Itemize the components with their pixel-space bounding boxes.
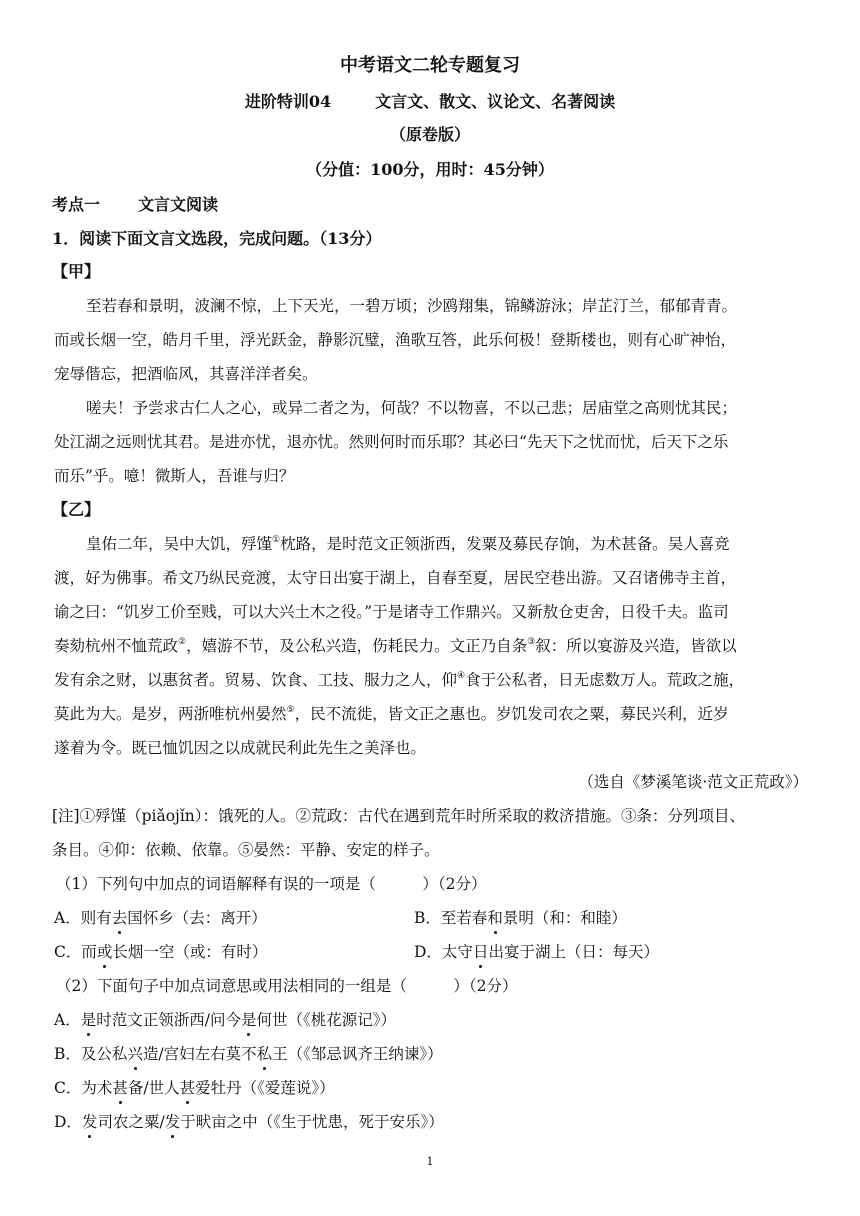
dotted-char: 兴 — [127, 1045, 143, 1063]
passage-jia-line: 至若春和景明，波澜不惊，上下天光，一碧万顷；沙鸥翔集，锦鳞游泳；岸芷汀兰，郁郁青青。 — [86, 297, 738, 315]
passage-jia-line: 而或长烟一空，皓月千里，浮光跃金，静影沉璧，渔歌互答，此乐何极！登斯楼也，则有心旷神怡， — [54, 331, 737, 349]
passage-yi-line: 遂着为令。既已恤饥因之以成就民利此先生之美泽也。 — [54, 739, 427, 757]
dotted-char: 甚 — [112, 1079, 128, 1097]
footnote-line: [注]①殍馑（piǎojǐn）：饿死的人。②荒政：古代在遇到荒年时所采取的救济措施。③条：分列项目、 — [52, 807, 746, 825]
passage-yi-line: 发有余之财，以惠贫者。贸易、饮食、工技、服力之人，仰④食于公私者，日无虑数万人。荒政之施， — [54, 671, 745, 689]
section-title: 文言文阅读 — [138, 195, 219, 214]
footnote-line: 条目。④仰：依赖、依靠。⑤晏然：平静、安定的样子。 — [52, 841, 440, 859]
dotted-char: 发 — [81, 1113, 98, 1131]
dotted-char: 和 — [487, 909, 503, 927]
sub2-option-b: B．及公私兴造/宫妇左右莫不私王（《邹忌讽齐王纳谏》） — [54, 1045, 443, 1063]
dotted-char: 甚 — [179, 1079, 196, 1097]
passage-yi-line: 奏劾杭州不恤荒政②，嬉游不节，及公私兴造，伤耗民力。文正乃自条③叙：所以宴游及兴造，皆欲以 — [54, 637, 737, 655]
score-time-label: （分值：100分，用时：45分钟） — [306, 160, 554, 179]
passage-jia-line: 宠辱偕忘，把酒临风，其喜洋洋者矣。 — [54, 365, 318, 383]
passage-jia-line: 嗟夫！予尝求古仁人之心，或异二者之为，何哉？不以物喜，不以己悲；居庙堂之高则忧其民； — [86, 399, 738, 417]
passage-yi-line: 莫此为大。是岁，两浙唯杭州晏然⑤，民不流徙，皆文正之惠也。岁饥发司农之粟，募民兴利，近岁 — [54, 705, 729, 723]
document-title: 中考语文二轮专题复习 — [340, 55, 520, 76]
document-subtitle — [0, 92, 860, 112]
passage-yi-line: 渡，好为佛事。希文乃纵民竞渡，太守日出宴于湖上，自春至夏，居民空巷出游。又召诸佛寺主首， — [54, 569, 737, 587]
footnote-mark: ③ — [527, 637, 536, 647]
footnote-mark: ⑤ — [286, 705, 295, 715]
sub1-option-c: C．而或长烟一空（或：有时） — [54, 943, 268, 961]
sub1-option-a: A．则有去国怀乡（去：离开） — [54, 909, 267, 927]
page-number: 1 — [426, 1155, 434, 1168]
dotted-char: 日 — [472, 943, 489, 961]
sub2-option-d: D．发司农之粟/发于畎亩之中（《生于忧患，死于安乐》） — [54, 1113, 444, 1131]
footnote-mark: ① — [272, 535, 281, 545]
passage-yi-label: 【乙】 — [52, 500, 101, 519]
sub2-option-c: C．为术甚备/世人甚爱牡丹（《爱莲说》） — [54, 1079, 335, 1097]
sub-question-2-stem: （2）下面句子中加点词意思或用法相同的一组是（ ）（2分） — [56, 977, 518, 995]
dotted-char: 是 — [80, 1011, 97, 1029]
section-label: 考点一 — [52, 195, 101, 214]
passage-source: （选自《梦溪笔谈·范文正荒政》） — [578, 773, 808, 791]
dotted-char: 是 — [240, 1011, 257, 1029]
sub1-option-b: B．至若春和景明（和：和睦） — [414, 909, 627, 927]
sub2-option-a: A．是时范文正领浙西/问今是何世（《桃花源记》） — [54, 1011, 396, 1029]
section-heading — [52, 195, 218, 215]
footnote-mark: ② — [178, 637, 187, 647]
passage-jia-line: 而乐”乎。噫！微斯人，吾谁与归？ — [54, 467, 295, 485]
sub1-option-d: D．太守日出宴于湖上（日：每天） — [414, 943, 659, 961]
dotted-char: 去 — [111, 909, 128, 927]
footnote-mark: ④ — [457, 671, 466, 681]
passage-yi-line: 皇佑二年，吴中大饥，殍馑①枕路，是时范文正领浙西，发粟及募民存饷，为术甚备。吴人喜竞 — [86, 535, 730, 553]
dotted-char: 发 — [164, 1113, 181, 1131]
sub-question-1-stem: （1）下列句中加点的词语解释有误的一项是（ ）（2分） — [56, 875, 487, 893]
passage-yi-line: 谕之曰：“饥岁工价至贱，可以大兴土木之役。”于是诸寺工作鼎兴。又新敖仓吏舍，日役千夫。监司 — [54, 603, 729, 621]
dotted-char: 或 — [96, 943, 113, 961]
subtitle-label: 进阶特训04 — [244, 92, 332, 111]
edition-label: （原卷版） — [389, 125, 470, 144]
question-1-stem: 1．阅读下面文言文选段，完成问题。（13分） — [52, 229, 382, 248]
passage-jia-label: 【甲】 — [52, 262, 101, 281]
dotted-char: 私 — [256, 1045, 273, 1063]
passage-jia-line: 处江湖之远则忧其君。是进亦忧，退亦忧。然则何时而乐耶？其必曰“先天下之忧而忧，后天下之乐 — [54, 433, 729, 451]
subtitle-topic: 文言文、散文、议论文、名著阅读 — [375, 92, 616, 111]
